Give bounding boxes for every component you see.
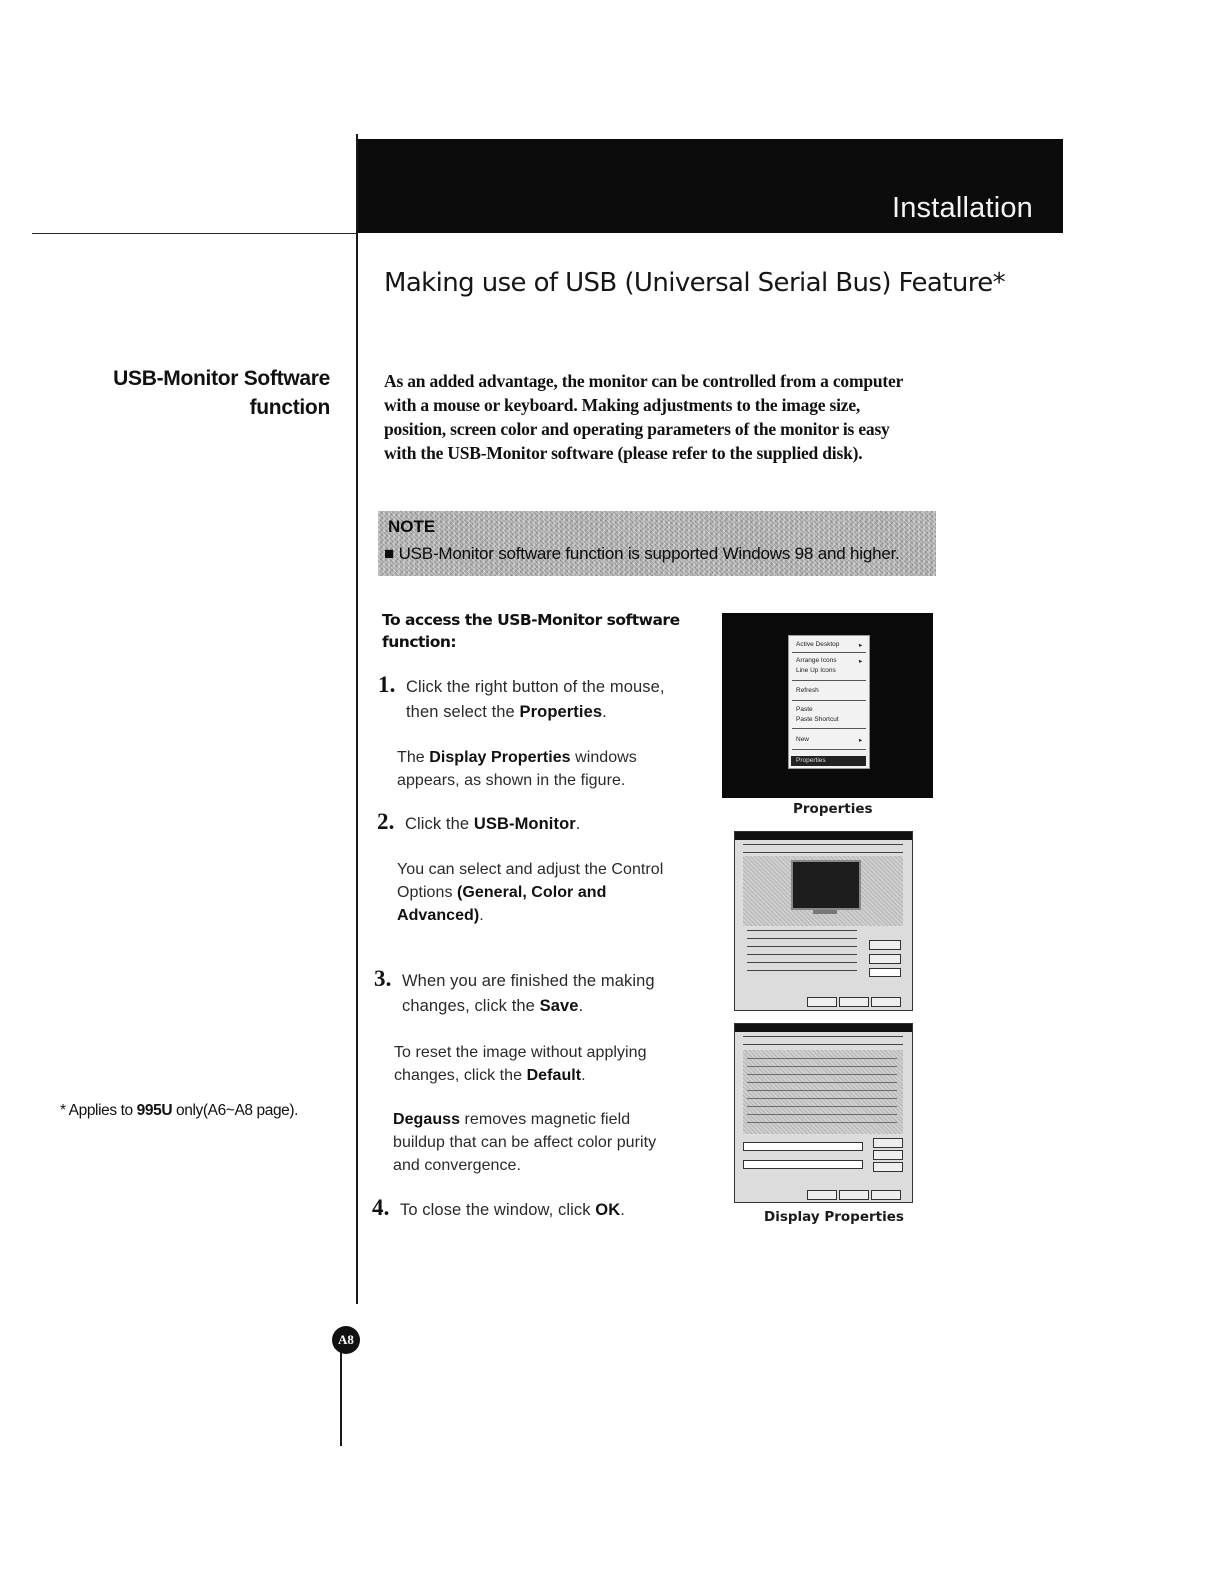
step-text-end: .: [575, 815, 581, 833]
para-text: The: [397, 749, 430, 766]
submenu-arrow-icon: ▸: [859, 642, 863, 649]
note-text: ■ USB-Monitor software function is supported Windows 98 and higher.: [384, 544, 900, 563]
para-text: You can select and adjust the Control Options: [397, 861, 664, 901]
default-button: [873, 1150, 903, 1160]
ok-button: [807, 1190, 837, 1200]
step-text: Click the: [405, 815, 474, 833]
window-titlebar: [735, 1024, 912, 1032]
column-divider: [356, 134, 358, 1304]
window-titlebar: [735, 832, 912, 840]
step-number: 2.: [377, 809, 395, 834]
step-text: When you are finished the making changes, click the: [402, 972, 655, 1015]
step-number: 1.: [378, 672, 396, 697]
note-box: [378, 511, 936, 576]
access-heading: To access the USB-Monitor software function:: [382, 611, 680, 651]
step-text: Click the right button of the mouse, then select the: [406, 678, 665, 721]
menu-separator: [792, 652, 866, 653]
apply-button: [871, 997, 901, 1007]
sidebar-heading-line1: USB-Monitor Software: [113, 367, 330, 390]
wallpaper-list: [747, 930, 857, 974]
menu-item-properties-label: Properties: [796, 757, 826, 764]
control-sliders: [747, 1058, 897, 1130]
menu-item-line-up-icons: Line Up Icons: [796, 667, 836, 674]
para-text: removes magnetic field buildup that can be affect color purity and convergence.: [393, 1111, 657, 1174]
display-properties-window-1: [734, 831, 913, 1011]
available-monitors-select: [743, 1160, 863, 1169]
step-4: [372, 1195, 692, 1223]
context-menu: [788, 635, 870, 769]
menu-separator: [792, 680, 866, 681]
degauss-button: [873, 1162, 903, 1172]
display-select: [869, 968, 901, 977]
para-bold: Display Properties: [429, 749, 571, 766]
footnote: [60, 1102, 298, 1120]
step-text-end: .: [620, 1201, 625, 1219]
reset-note: [394, 1041, 674, 1087]
step-text-end: .: [578, 997, 584, 1015]
display-properties-window-2: [734, 1023, 913, 1203]
properties-caption: Properties: [793, 801, 873, 817]
step-3: [374, 966, 694, 1019]
intro-paragraph: As an added advantage, the monitor can be controlled from a computer with a mouse or keyboard. Making adjustments to the image size, position, screen color and operating parameters of the monitor is easy with the USB-Monitor software (please refer to the supplied disk).: [384, 371, 903, 463]
page-number-badge: A8: [332, 1326, 360, 1354]
note-label: NOTE: [388, 517, 436, 536]
menu-separator: [792, 749, 866, 750]
step-number: 3.: [374, 966, 392, 991]
footnote-model: 995U: [136, 1102, 173, 1119]
monitor-stand: [813, 910, 837, 914]
menu-item-properties-highlighted: [791, 756, 866, 766]
para-text: To reset the image without applying changes, click the: [394, 1044, 647, 1084]
section-title: Installation: [891, 192, 1033, 224]
para-text-end: windows appears, as shown in the figure.: [397, 749, 637, 789]
step-bold: OK: [595, 1201, 621, 1219]
step-2: [377, 809, 695, 837]
window-tabs: [743, 844, 903, 856]
menu-item-arrange-icons: Arrange Icons: [796, 657, 837, 664]
footnote-prefix: * Applies to: [60, 1102, 137, 1119]
monitor-icon: [791, 860, 861, 910]
header-rule: [32, 233, 358, 234]
display-properties-caption: Display Properties: [764, 1209, 904, 1225]
window-tabs: [743, 1036, 903, 1048]
para-text-end: .: [479, 907, 484, 924]
step-text-end: .: [602, 703, 607, 721]
menu-separator: [792, 700, 866, 701]
sidebar-heading-line2: function: [249, 396, 330, 419]
cancel-button: [839, 997, 869, 1007]
cancel-button: [839, 1190, 869, 1200]
menu-item-active-desktop: Active Desktop: [796, 641, 840, 648]
para-bold: Degauss: [393, 1111, 461, 1128]
save-button: [873, 1138, 903, 1148]
pattern-button: [869, 954, 901, 964]
step-bold: Save: [539, 997, 579, 1015]
degauss-note: [393, 1108, 678, 1177]
sidebar-heading: [113, 364, 330, 422]
step-bold: Properties: [519, 703, 603, 721]
ok-button: [807, 997, 837, 1007]
submenu-arrow-icon: ▸: [859, 658, 863, 665]
step-number: 4.: [372, 1195, 390, 1220]
footnote-suffix: only(A6~A8 page).: [172, 1102, 299, 1119]
menu-item-new: New: [796, 736, 810, 743]
note-text-content: USB-Monitor software function is supported Windows 98 and higher.: [398, 544, 900, 563]
menu-item-refresh: Refresh: [796, 687, 819, 694]
context-menu-screenshot: [722, 613, 933, 798]
menu-item-paste: Paste: [796, 706, 813, 713]
para-bold: (General, Color and Advanced): [397, 884, 607, 924]
step-text: To close the window, click: [400, 1201, 596, 1219]
apply-button: [871, 1190, 901, 1200]
menu-separator: [792, 728, 866, 729]
section-header-bar: [357, 139, 1063, 233]
control-options-note: [397, 858, 679, 927]
browse-button: [869, 940, 901, 950]
step-1: [378, 672, 696, 725]
step-bold: USB-Monitor: [473, 815, 576, 833]
menu-item-paste-shortcut: Paste Shortcut: [796, 716, 839, 723]
control-options-select: [743, 1142, 863, 1151]
page-title: Making use of USB (Universal Serial Bus) Feature*: [384, 268, 1006, 298]
submenu-arrow-icon: ▸: [859, 737, 863, 744]
display-properties-note: [397, 746, 662, 792]
para-text-end: .: [581, 1067, 586, 1084]
para-bold: Default: [526, 1067, 582, 1084]
column-divider-lower: [340, 1346, 342, 1446]
